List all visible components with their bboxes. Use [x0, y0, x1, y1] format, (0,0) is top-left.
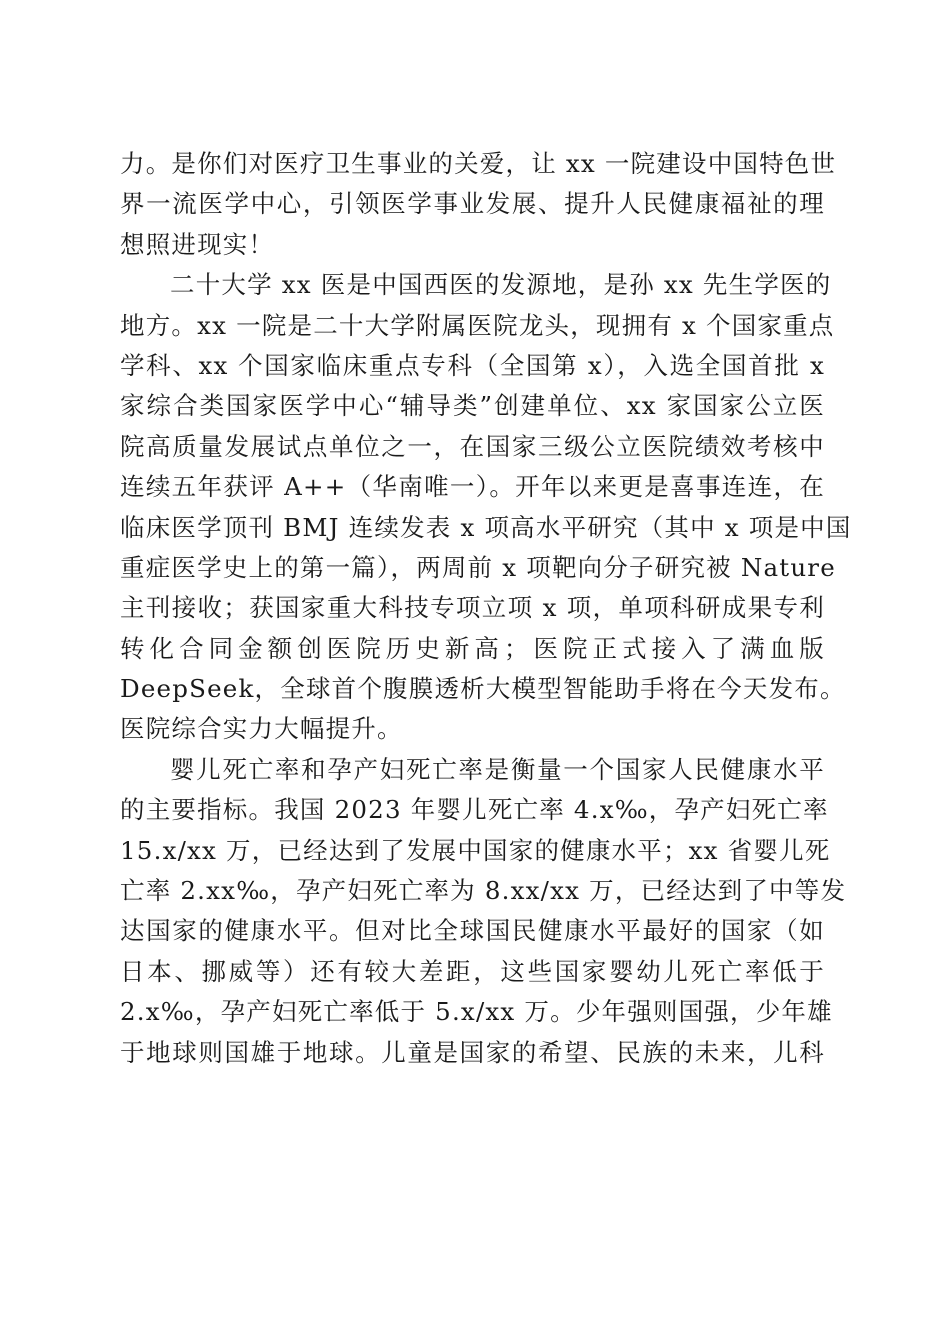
paragraph-line: 力。是你们对医疗卫生事业的关爱，让 xx 一院建设中国特色世	[120, 149, 837, 178]
paragraph-line: 二十大学 xx 医是中国西医的发源地，是孙 xx 先生学医的	[170, 270, 832, 300]
paragraph-line: 想照进现实！	[120, 229, 275, 259]
document-body	[120, 144, 852, 1073]
paragraph-line: 学科、xx 个国家临床重点专科（全国第 x），入选全国首批 x	[120, 350, 825, 380]
paragraph-1	[120, 144, 837, 265]
paragraph-3	[120, 750, 847, 1073]
paragraph-line: DeepSeek，全球首个腹膜透析大模型智能助手将在今天发布。	[120, 674, 846, 704]
paragraph-line: 地方。xx 一院是二十大学附属医院龙头，现拥有 x 个国家重点	[120, 310, 835, 340]
paragraph-line: 重症医学史上的第一篇），两周前 x 项靶向分子研究被 Nature	[120, 552, 836, 582]
paragraph-line: 2.x‰，孕产妇死亡率低于 5.x/xx 万。少年强则国强，少年雄	[120, 997, 833, 1027]
paragraph-line: 婴儿死亡率和孕产妇死亡率是衡量一个国家人民健康水平	[170, 754, 825, 784]
paragraph-line: 院高质量发展试点单位之一，在国家三级公立医院绩效考核中	[120, 431, 825, 461]
paragraph-line: 主刊接收；获国家重大科技专项立项 x 项，单项科研成果专利	[120, 593, 825, 623]
paragraph-line: 于地球则国雄于地球。儿童是国家的希望、民族的未来，儿科	[120, 1037, 825, 1067]
paragraph-line: 连续五年获评 A++（华南唯一）。开年以来更是喜事连连，在	[120, 472, 825, 502]
paragraph-line: 15.x/xx 万，已经达到了发展中国家的健康水平；xx 省婴儿死	[120, 835, 831, 865]
paragraph-line: 界一流医学中心，引领医学事业发展、提升人民健康福祉的理	[120, 189, 825, 219]
paragraph-2	[120, 265, 852, 750]
paragraph-line: 的主要指标。我国 2023 年婴儿死亡率 4.x‰，孕产妇死亡率	[120, 795, 829, 825]
paragraph-line: 医院综合实力大幅提升。	[120, 714, 403, 744]
paragraph-line: 达国家的健康水平。但对比全球国民健康水平最好的国家（如	[120, 916, 825, 946]
paragraph-line: 转化合同金额创医院历史新高；医院正式接入了满血版	[120, 633, 825, 663]
paragraph-line: 家综合类国家医学中心“辅导类”创建单位、xx 家国家公立医	[120, 391, 825, 421]
paragraph-line: 临床医学顶刊 BMJ 连续发表 x 项高水平研究（其中 x 项是中国	[120, 512, 852, 542]
paragraph-line: 亡率 2.xx‰，孕产妇死亡率为 8.xx/xx 万，已经达到了中等发	[120, 876, 847, 906]
paragraph-line: 日本、挪威等）还有较大差距，这些国家婴幼儿死亡率低于	[120, 956, 825, 986]
